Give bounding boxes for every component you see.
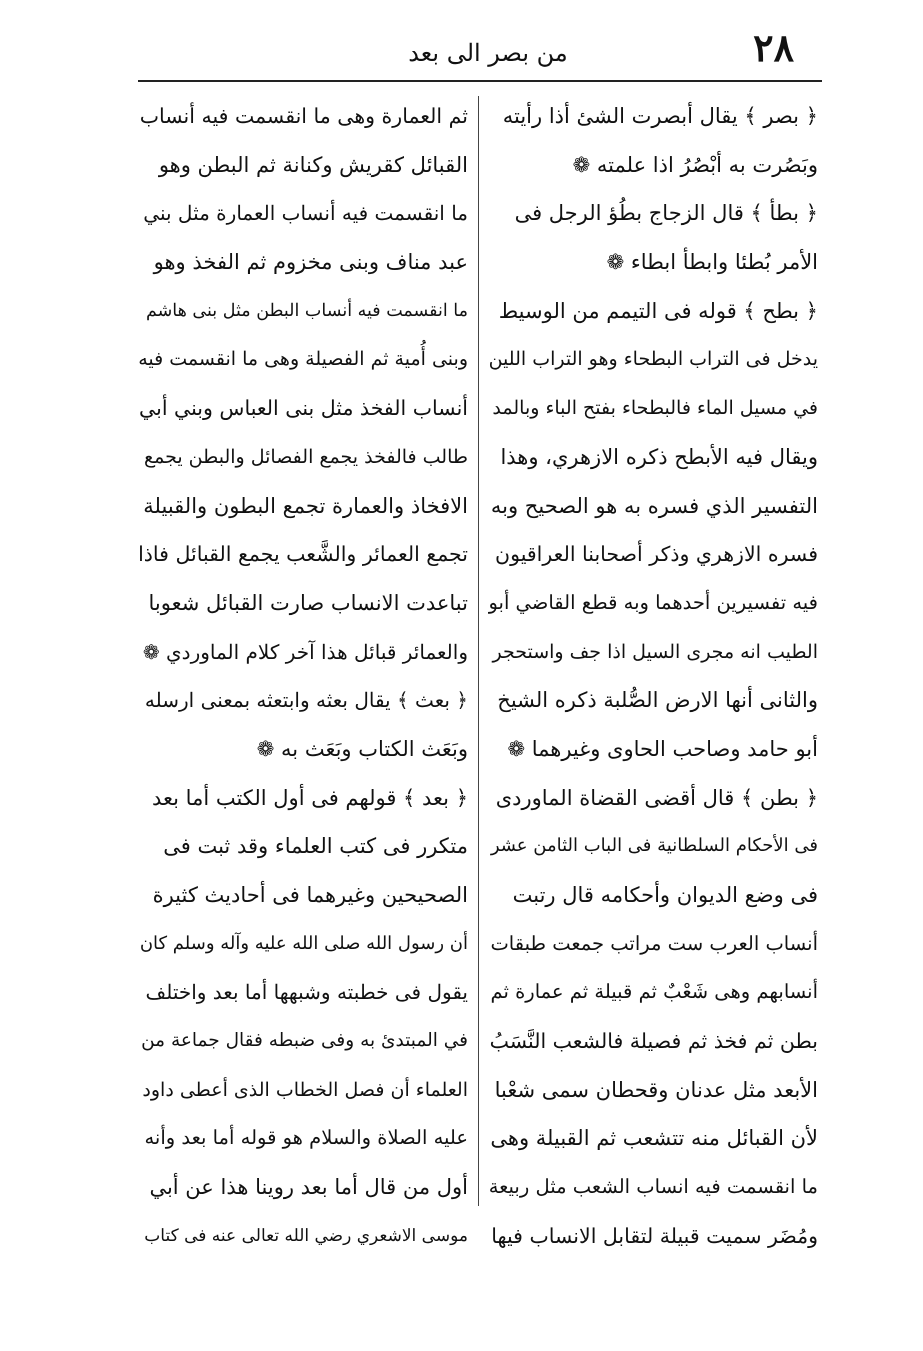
text-line: العلماء أن فصل الخطاب الذى أعطى داود (142, 1078, 468, 1101)
text-line: طالب فالفخذ يجمع الفصائل والبطن يجمع (143, 445, 468, 468)
text-line: أنسابهم وهى شَعْبٌ ثم قبيلة ثم عمارة ثم (490, 980, 818, 1004)
text-line: عبد مناف وبنى مخزوم ثم الفخذ وهو (153, 250, 468, 275)
text-line: الطيب انه مجرى السيل اذا جف واستحجر (492, 640, 818, 663)
running-title: من بصر الى بعد (408, 39, 568, 67)
header-rule (138, 80, 822, 82)
text-line: ﴿ بطأ ﴾ قال الزجاج بطُؤ الرجل فى (514, 201, 818, 226)
text-line: بطن ثم فخذ ثم فصيلة فالشعب النَّسَبُ (489, 1029, 818, 1054)
text-line: ما انقسمت فيه أنساب البطن مثل بنى هاشم (146, 300, 468, 321)
text-line: في مسيل الماء فالبطحاء بفتح الباء وبالمد (492, 397, 818, 420)
text-line: فسره الازهري وذكر أصحابنا العراقيون (495, 542, 818, 567)
page-number: ٢٨ (753, 25, 794, 70)
left-text-column (138, 92, 468, 1261)
text-line: ثم العمارة وهى ما انقسمت فيه أنساب (139, 104, 468, 128)
text-line: ومُضَر سميت قبيلة لتقابل الانساب فيها (491, 1223, 818, 1248)
text-line: والعمائر قبائل هذا آخر كلام الماوردي ❁ (142, 639, 468, 664)
right-text-column (488, 92, 818, 1261)
text-line: ﴿ بعث ﴾ يقال بعثه وابتعثه بمعنى ارسله (144, 688, 468, 713)
text-line: عليه الصلاة والسلام هو قوله أما بعد وأنه (144, 1126, 468, 1150)
text-line: فى الأحكام السلطانية فى الباب الثامن عشر (490, 835, 818, 857)
text-line: ﴿ بصر ﴾ يقال أبصرت الشئ أذا رأيته (502, 104, 818, 128)
text-line: ﴿ بعد ﴾ قولهم فى أول الكتب أما بعد (152, 785, 468, 810)
text-line: متكرر فى كتب العلماء وقد ثبت فى (163, 834, 468, 859)
text-line: أبو حامد وصاحب الحاوى وغيرهما ❁ (507, 736, 818, 761)
text-line: أنساب الفخذ مثل بنى العباس وبني أبي (139, 396, 468, 421)
text-line: موسى الاشعري رضي الله تعالى عنه فى كتاب (144, 1225, 468, 1246)
text-line: وبَصُرت به أبْصُرُ اذا علمته ❁ (572, 152, 818, 177)
text-line: وبنى أُمية ثم الفصيلة وهى ما انقسمت فيه (138, 348, 468, 371)
text-line: ما انقسمت فيه أنساب العمارة مثل بني (143, 201, 468, 226)
text-line: الصحيحين وغيرهما فى أحاديث كثيرة (152, 883, 468, 907)
text-line: التفسير الذي فسره به هو الصحيح وبه (490, 493, 818, 518)
text-line: الأمر بُطئا وابطأ ابطاء ❁ (606, 250, 818, 275)
text-line: أنساب العرب ست مراتب جمعت طبقات (490, 931, 818, 955)
column-divider (478, 96, 479, 1206)
text-line: أول من قال أما بعد روينا هذا عن أبي (149, 1175, 468, 1200)
text-line: فيه تفسيرين أحدهما وبه قطع القاضي أبو (488, 590, 818, 614)
text-line: يدخل فى التراب البطحاء وهو التراب اللين (488, 348, 818, 371)
text-line: ﴿ بطح ﴾ قوله فى التيمم من الوسيط (498, 298, 818, 323)
text-line: يقول فى خطبته وشبهها أما بعد واختلف (145, 980, 468, 1005)
text-line: ﴿ بطن ﴾ قال أقضى القضاة الماوردى (495, 785, 818, 810)
text-line: ما انقسمت فيه انساب الشعب مثل ربيعة (488, 1175, 818, 1199)
text-line: وبَعَث الكتاب وبَعَث به ❁ (256, 736, 468, 761)
text-line: القبائل كقريش وكنانة ثم البطن وهو (158, 152, 468, 177)
page-header (138, 22, 822, 78)
text-line: أن رسول الله صلى الله عليه وآله وسلم كان (139, 932, 468, 954)
text-line: ويقال فيه الأبطح ذكره الازهري، وهذا (500, 444, 818, 469)
text-line: والثانى أنها الارض الصُّلبة ذكره الشيخ (497, 688, 818, 713)
text-line: في المبتدئ به وفى ضبطه فقال جماعة من (141, 1030, 468, 1052)
text-line: الأبعد مثل عدنان وقحطان سمى شعْبا (494, 1077, 818, 1102)
text-line: لأن القبائل منه تتشعب ثم القبيلة وهى (490, 1126, 818, 1151)
text-line: تجمع العمائر والشَّعب يجمع القبائل فاذا (138, 542, 468, 567)
text-line: الافخاذ والعمارة تجمع البطون والقبيلة (143, 493, 468, 518)
text-line: تباعدت الانساب صارت القبائل شعوبا (148, 590, 468, 615)
text-line: فى وضع الديوان وأحكامه قال رتبت (512, 883, 818, 907)
